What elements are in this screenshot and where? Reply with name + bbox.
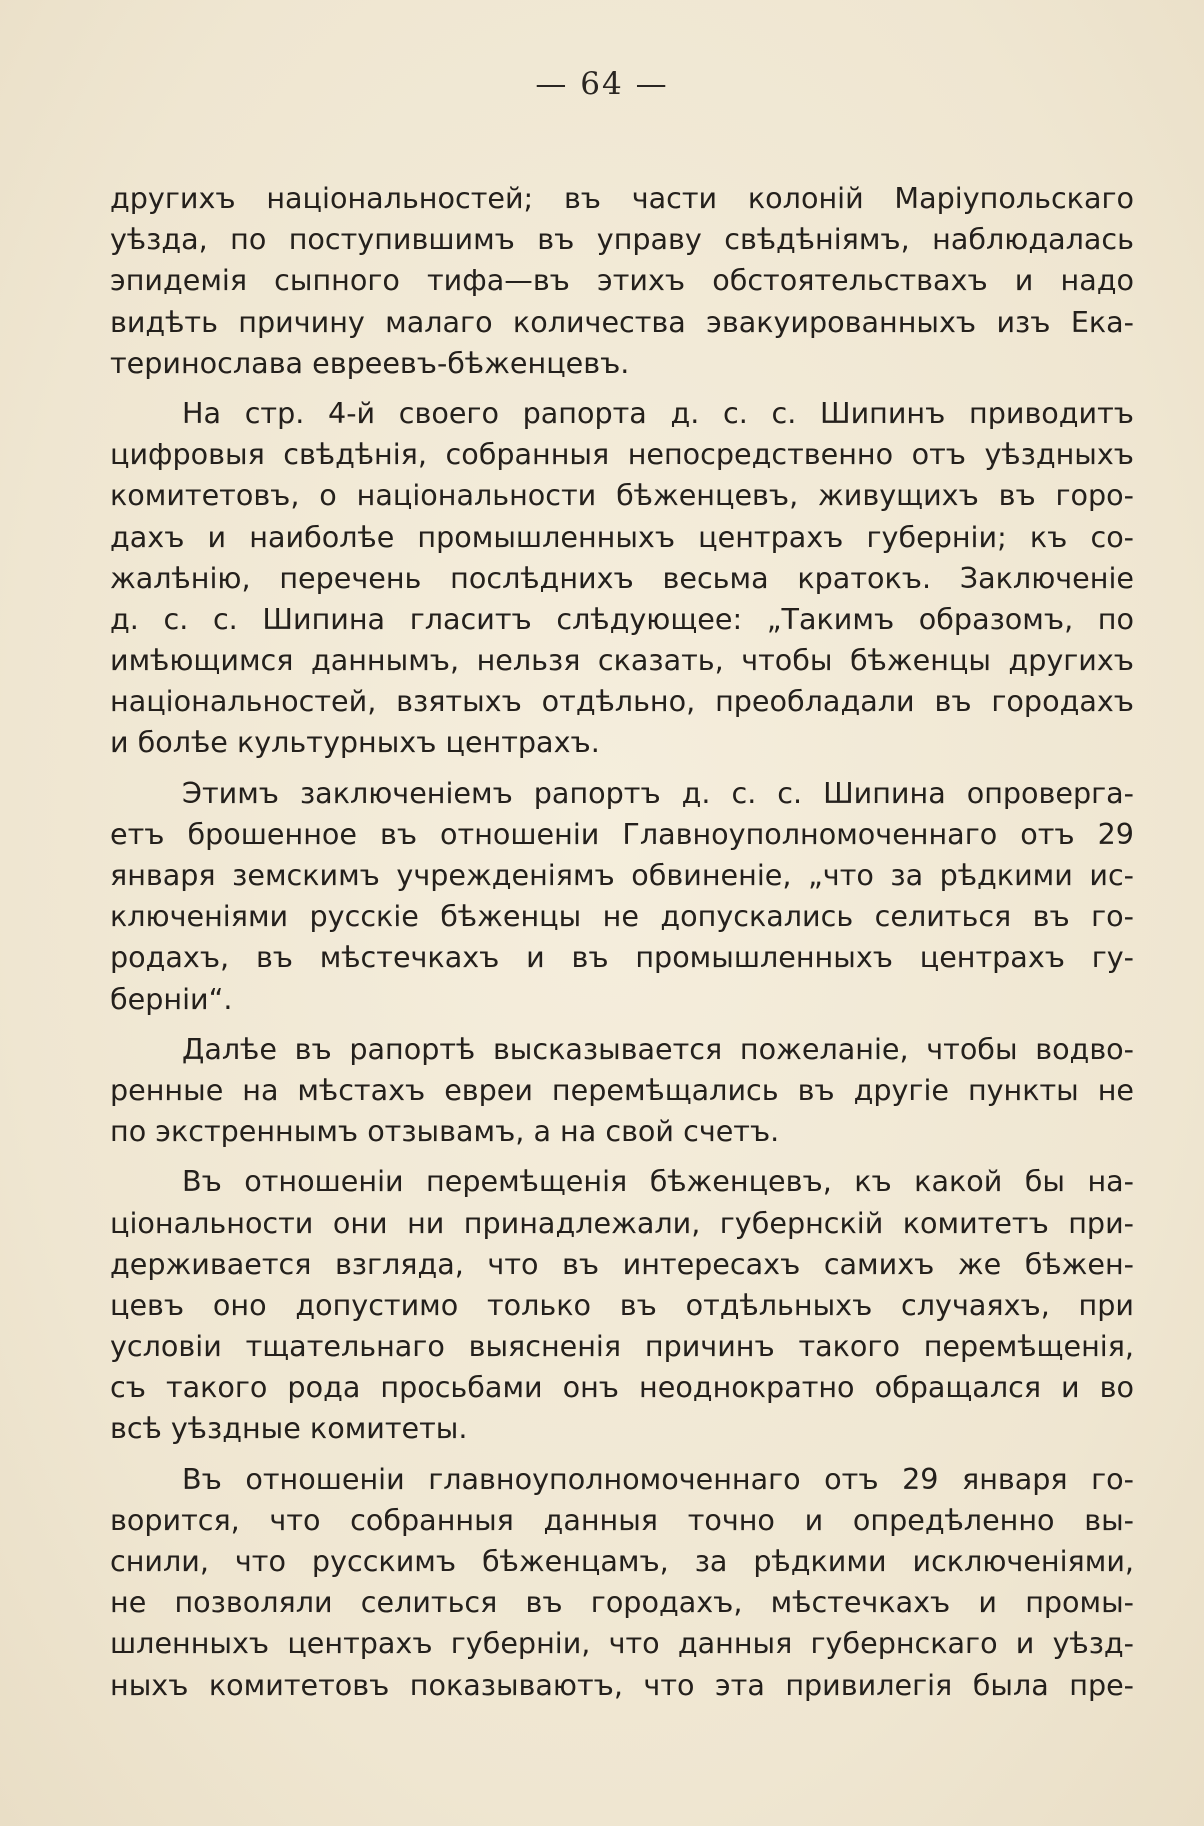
text-line: ціональности они ни принадлежали, губернскій комитетъ при- — [110, 1205, 1134, 1240]
text-line: не позволяли селиться въ городахъ, мѣстечкахъ и промы- — [110, 1585, 1134, 1620]
text-line: Въ отношеніи главноуполномоченнаго отъ 29 января го- — [182, 1461, 1134, 1496]
text-line: всѣ уѣздные комитеты. — [110, 1411, 468, 1446]
paragraph-gap — [110, 1152, 1134, 1161]
text-line: эпидемія сыпного тифа—въ этихъ обстоятельствахъ и надо — [110, 263, 1134, 298]
text-line: теринослава евреевъ-бѣженцевъ. — [110, 345, 630, 380]
text-line: комитетовъ, о національности бѣженцевъ, живущихъ въ горо- — [110, 478, 1134, 513]
text-line: цифровыя свѣдѣнія, собранныя непосредственно отъ уѣздныхъ — [110, 437, 1134, 472]
paragraph-2 — [110, 393, 1134, 764]
text-line: держивается взгляда, что въ интересахъ самихъ же бѣжен- — [110, 1246, 1134, 1281]
text-line: по экстреннымъ отзывамъ, а на свой счетъ. — [110, 1114, 780, 1149]
text-line: етъ брошенное въ отношеніи Главноуполномоченнаго отъ 29 — [110, 816, 1134, 851]
page-number: — 64 — — [535, 66, 669, 102]
text-line: ныхъ комитетовъ показываютъ, что эта привилегія была пре- — [110, 1667, 1134, 1702]
paragraph-5 — [110, 1161, 1134, 1449]
text-line: шленныхъ центрахъ губерніи, что данныя губернскаго и уѣзд- — [110, 1626, 1134, 1661]
text-line: съ такого рода просьбами онъ неоднократно обращался и во — [110, 1370, 1134, 1405]
text-line: ключеніями русскіе бѣженцы не допускались селиться въ го- — [110, 899, 1134, 934]
page-text — [110, 178, 1134, 1706]
paragraph-3 — [110, 773, 1134, 1020]
text-line: видѣть причину малаго количества эвакуированныхъ изъ Ека- — [110, 304, 1134, 339]
text-line: Этимъ заключеніемъ рапортъ д. с. с. Шипина опроверга- — [182, 775, 1134, 810]
paragraph-4 — [110, 1029, 1134, 1153]
text-line: и болѣе культурныхъ центрахъ. — [110, 725, 600, 760]
text-line: уѣзда, по поступившимъ въ управу свѣдѣніямъ, наблюдалась — [110, 222, 1134, 257]
text-line: другихъ національностей; въ части колоній Маріупольскаго — [110, 181, 1134, 215]
paragraph-gap — [110, 1020, 1134, 1029]
paragraph-gap — [110, 764, 1134, 773]
text-line: ренные на мѣстахъ евреи перемѣщались въ другіе пункты не — [110, 1072, 1134, 1107]
text-line: родахъ, въ мѣстечкахъ и въ промышленныхъ центрахъ гу- — [110, 940, 1134, 975]
text-line: января земскимъ учрежденіямъ обвиненіе, „что за рѣдкими ис- — [110, 858, 1134, 892]
text-line: ворится, что собранныя данныя точно и опредѣленно вы- — [110, 1502, 1134, 1537]
text-line: цевъ оно допустимо только въ отдѣльныхъ случаяхъ, при — [110, 1287, 1134, 1322]
text-line: Далѣе въ рапортѣ высказывается пожеланіе, чтобы водво- — [182, 1031, 1134, 1066]
text-line: дахъ и наиболѣе промышленныхъ центрахъ губерніи; къ со- — [110, 519, 1134, 554]
text-line: берніи“. — [110, 981, 233, 1016]
paragraph-6 — [110, 1459, 1134, 1706]
text-line: національностей, взятыхъ отдѣльно, преобладали въ городахъ — [110, 684, 1134, 719]
text-line: снили, что русскимъ бѣженцамъ, за рѣдкими исключеніями, — [110, 1544, 1134, 1578]
text-line: жалѣнію, перечень послѣднихъ весьма кратокъ. Заключеніе — [110, 560, 1134, 595]
text-line: имѣющимся даннымъ, нельзя сказать, чтобы бѣженцы другихъ — [110, 643, 1134, 678]
text-line: условіи тщательнаго выясненія причинъ такого перемѣщенія, — [110, 1329, 1134, 1364]
text-line: На стр. 4-й своего рапорта д. с. с. Шипинъ приводитъ — [182, 395, 1134, 430]
text-line: д. с. с. Шипина гласитъ слѣдующее: „Такимъ образомъ, по — [110, 601, 1134, 636]
paragraph-gap — [110, 1450, 1134, 1459]
paragraph-gap — [110, 384, 1134, 393]
paragraph-1 — [110, 178, 1134, 384]
text-line: Въ отношеніи перемѣщенія бѣженцевъ, къ какой бы на- — [182, 1164, 1134, 1199]
